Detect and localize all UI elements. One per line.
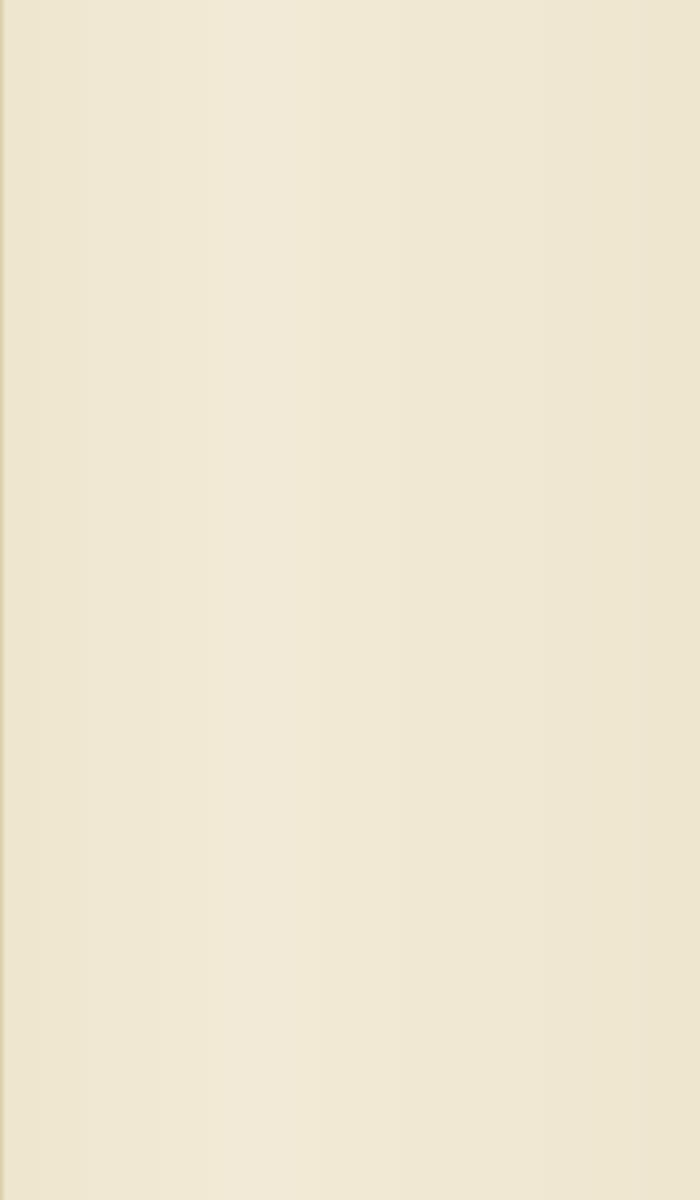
page-gutter-shadow xyxy=(0,0,6,1200)
decorative-band xyxy=(91,241,500,263)
